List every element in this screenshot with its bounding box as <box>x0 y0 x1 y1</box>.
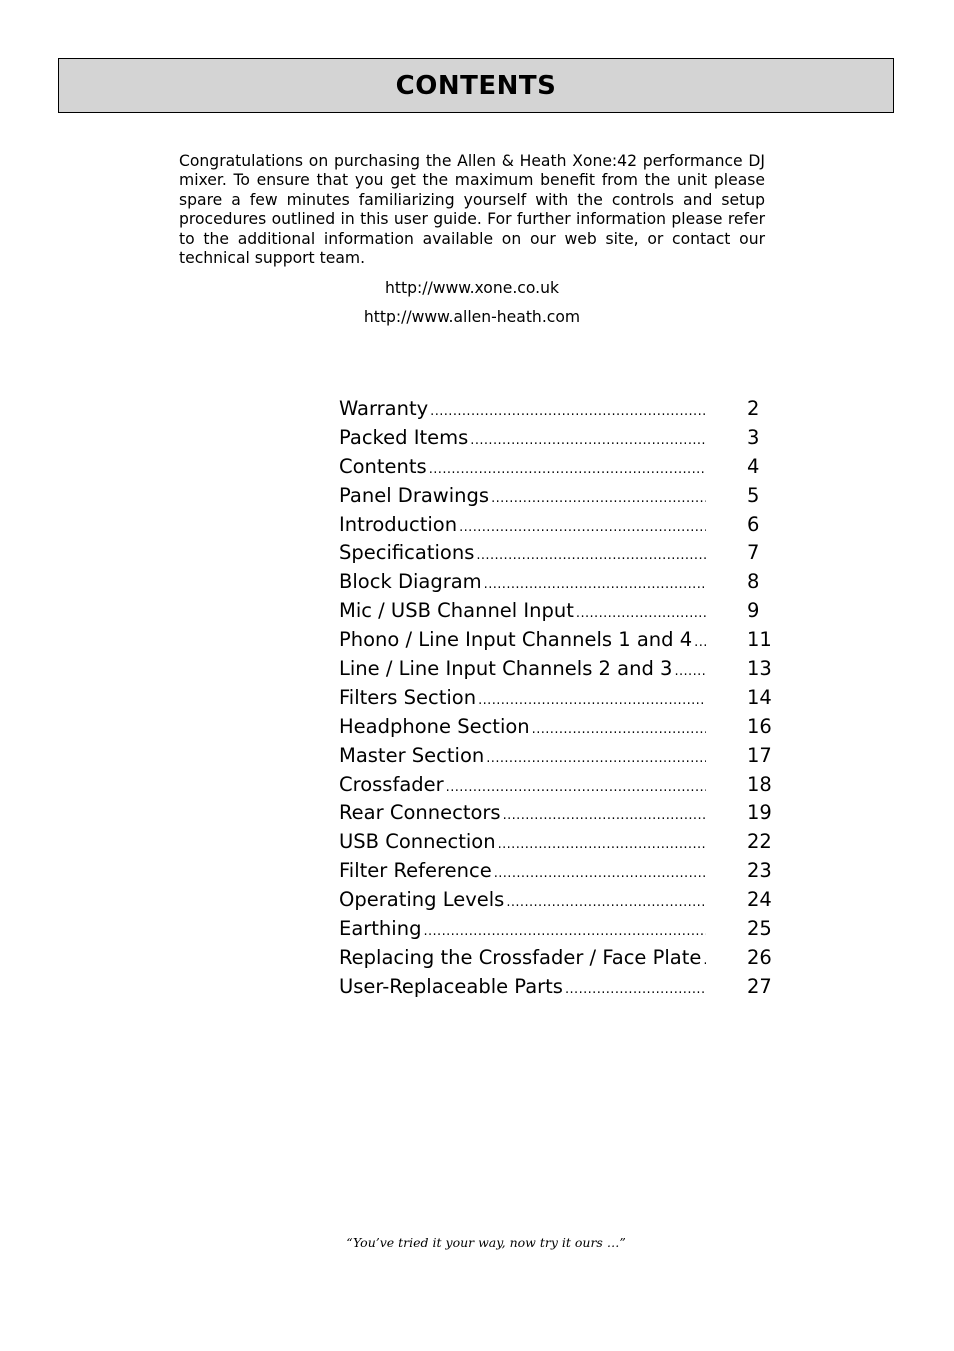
table-of-contents <box>339 397 779 1004</box>
toc-dot-leader <box>478 693 706 708</box>
toc-dot-leader <box>498 837 706 852</box>
toc-dot-leader <box>565 982 706 997</box>
toc-dot-leader <box>506 895 706 910</box>
toc-entry-label: Contents <box>339 454 427 478</box>
toc-entry-text <box>339 513 706 536</box>
toc-entry-text <box>339 599 706 622</box>
toc-dot-leader <box>494 866 706 881</box>
toc-entry[interactable] <box>339 484 779 513</box>
toc-dot-leader <box>430 404 706 419</box>
toc-dot-leader <box>486 751 706 766</box>
toc-page-number: 13 <box>747 657 772 681</box>
toc-entry-text <box>339 484 706 507</box>
toc-entry-text <box>339 917 706 940</box>
toc-entry[interactable] <box>339 455 779 484</box>
toc-page-number: 26 <box>747 945 772 969</box>
toc-page-number: 7 <box>747 541 760 565</box>
toc-entry-text <box>339 541 706 564</box>
toc-page-number: 16 <box>747 714 772 738</box>
footer-quote: “You’ve tried it your way, now try it ours …” <box>346 1235 626 1250</box>
toc-entry[interactable] <box>339 801 779 830</box>
toc-dot-leader <box>694 635 706 650</box>
toc-entry[interactable] <box>339 657 779 686</box>
toc-entry-label: Phono / Line Input Channels 1 and 4 <box>339 628 693 652</box>
toc-entry[interactable] <box>339 773 779 802</box>
toc-dot-leader <box>703 953 706 968</box>
toc-entry-text <box>339 397 706 420</box>
toc-entry-text <box>339 830 706 853</box>
toc-entry-label: Specifications <box>339 541 475 565</box>
toc-entry-label: Filters Section <box>339 685 477 709</box>
toc-entry-text <box>339 946 706 969</box>
toc-entry[interactable] <box>339 686 779 715</box>
toc-page-number: 4 <box>747 454 760 478</box>
toc-entry[interactable] <box>339 599 779 628</box>
website-link-allen-heath[interactable]: http://www.allen-heath.com <box>363 308 581 326</box>
toc-entry-label: Panel Drawings <box>339 483 490 507</box>
toc-dot-leader <box>459 520 706 535</box>
toc-page-number: 19 <box>747 801 772 825</box>
toc-dot-leader <box>476 548 706 563</box>
toc-page-number: 25 <box>747 917 772 941</box>
toc-entry[interactable] <box>339 859 779 888</box>
toc-dot-leader <box>423 924 706 939</box>
toc-dot-leader <box>446 780 706 795</box>
toc-entry-label: Filter Reference <box>339 859 492 883</box>
toc-entry-label: Master Section <box>339 743 485 767</box>
toc-page-number: 3 <box>747 425 760 449</box>
toc-entry-text <box>339 859 706 882</box>
intro-paragraph: Congratulations on purchasing the Allen & Heath Xone:42 performance DJ mixer. To ensure that you get the maximum benefit from the unit please spare a few minutes familiarizing yourself with the controls and setup procedures outlined in this user guide. For further information please refer to the additional information available on our web site, or contact our technical support team. <box>179 152 765 268</box>
toc-dot-leader <box>576 606 706 621</box>
toc-page-number: 11 <box>747 628 772 652</box>
toc-entry-label: Headphone Section <box>339 714 530 738</box>
toc-entry[interactable] <box>339 715 779 744</box>
toc-page-number: 18 <box>747 772 772 796</box>
toc-entry-label: Introduction <box>339 512 458 536</box>
toc-entry-text <box>339 628 706 651</box>
toc-entry[interactable] <box>339 541 779 570</box>
toc-entry[interactable] <box>339 426 779 455</box>
title-banner <box>58 58 894 113</box>
toc-entry-label: Operating Levels <box>339 888 505 912</box>
toc-dot-leader <box>429 462 706 477</box>
toc-entry[interactable] <box>339 830 779 859</box>
toc-page-number: 17 <box>747 743 772 767</box>
toc-entry-label: Warranty <box>339 397 429 420</box>
toc-entry-label: Crossfader <box>339 772 444 796</box>
toc-page-number: 9 <box>747 599 760 623</box>
toc-page-number: 27 <box>747 974 772 998</box>
toc-entry-label: USB Connection <box>339 830 496 854</box>
toc-dot-leader <box>503 808 706 823</box>
toc-page-number: 8 <box>747 570 760 594</box>
toc-entry[interactable] <box>339 917 779 946</box>
toc-entry-label: User-Replaceable Parts <box>339 974 563 998</box>
toc-entry[interactable] <box>339 570 779 599</box>
toc-entry-text <box>339 657 706 680</box>
toc-entry-text <box>339 455 706 478</box>
toc-page-number: 2 <box>747 397 760 420</box>
toc-page-number: 24 <box>747 888 772 912</box>
toc-entry-text <box>339 975 706 998</box>
toc-entry[interactable] <box>339 975 779 1004</box>
toc-entry[interactable] <box>339 744 779 773</box>
page-title: CONTENTS <box>395 70 557 101</box>
toc-entry-text <box>339 744 706 767</box>
toc-entry[interactable] <box>339 888 779 917</box>
toc-entry-label: Packed Items <box>339 425 469 449</box>
toc-page-number: 22 <box>747 830 772 854</box>
toc-dot-leader <box>674 664 706 679</box>
toc-entry-text <box>339 715 706 738</box>
toc-page-number: 5 <box>747 483 760 507</box>
website-link-xone[interactable]: http://www.xone.co.uk <box>385 279 559 297</box>
toc-entry-text <box>339 888 706 911</box>
toc-entry-text <box>339 570 706 593</box>
toc-dot-leader <box>532 722 706 737</box>
toc-page-number: 23 <box>747 859 772 883</box>
toc-entry-label: Block Diagram <box>339 570 482 594</box>
toc-entry-label: Mic / USB Channel Input <box>339 599 574 623</box>
toc-entry[interactable] <box>339 628 779 657</box>
toc-entry[interactable] <box>339 397 779 426</box>
toc-entry[interactable] <box>339 513 779 542</box>
toc-entry-text <box>339 801 706 824</box>
toc-dot-leader <box>484 577 706 592</box>
toc-entry-label: Rear Connectors <box>339 801 501 825</box>
toc-page-number: 6 <box>747 512 760 536</box>
toc-dot-leader <box>470 433 706 448</box>
toc-entry[interactable] <box>339 946 779 975</box>
toc-dot-leader <box>491 491 706 506</box>
toc-entry-text <box>339 773 706 796</box>
toc-entry-text <box>339 686 706 709</box>
toc-entry-label: Line / Line Input Channels 2 and 3 <box>339 657 673 681</box>
toc-entry-text <box>339 426 706 449</box>
toc-entry-label: Earthing <box>339 917 422 941</box>
toc-entry-label: Replacing the Crossfader / Face Plate <box>339 945 702 969</box>
toc-page-number: 14 <box>747 685 772 709</box>
